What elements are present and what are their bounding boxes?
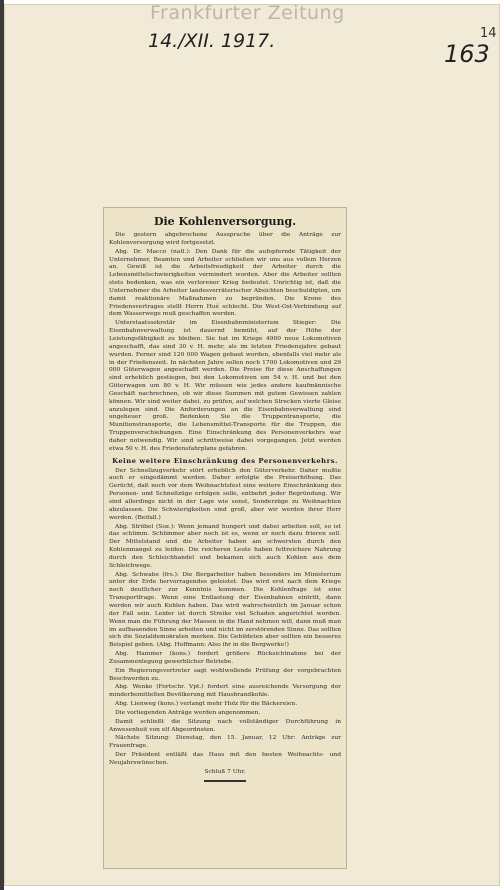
article-paragraph: Abg. Ströbel (Soz.): Wenn jemand hungert und dabei arbeiten soll, so ist das schlimm. Schlimmer aber noch ist es, wenn er noch dazu frieren soll. Der Mittelstand und die Arbeiter haben am schwersten durch den Kohlenmangel zu leiden. Die reicheren Leute haben fettreichere Nahrung durch den Schleichhandel und bekamen sich auch Kohlen aus dem Schleichwege. (109, 523, 341, 569)
handwritten-date: 14./XII. 1917. (148, 30, 276, 52)
article-paragraph: Nächste Sitzung: Dienstag, den 15. Januar, 12 Uhr: Anträge zur Frauenfrage. (109, 735, 341, 750)
article-title: Die Kohlenversorgung. (153, 215, 297, 228)
article-paragraph: Die vorliegenden Anträge werden angenommen. (115, 709, 261, 716)
article-paragraph: Unterstaatssekretär im Eisenbahnministerium Stieger: Die Eisenbahnverwaltung ist dauernd bemüht, auf der Höhe der Leistungsfähigkeit zu bleiben. Sie hat im Kriege 4900 neue Lokomotiven angeschafft, das sind 30 v. H. mehr, als im letzten Friedensjahre gebaut wurden. Ferner sind 120 000 Wagen gebaut worden, ebenfalls viel mehr als in der Friedenszeit. In nächsten Jahre sollen noch 1700 Lokomotiven und 29 000 Güterwagen angeschafft werden. Die Preise für diese Anschaffungen sind erheblich gestiegen, bei den Lokomotiven um 54 v. H. und bei den Güterwagen um 80 v. H. Wir müssen wie jedes andere kaufmännische Geschäft nachrechnen, ob wir diese Summen mit gutem Gewissen zahlen können. Wir sind weiter dabei, zu prüfen, auf welchen Strecken vierte Gleise anzulegen sind. Die Anforderungen an die Eisenbahnverwaltung sind ungeheuer groß. Bedenken Sie die Truppentransporte, die Munitionstransporte, die Lebensmittel-Transporte für die Truppen, die Truppenverschiebungen. Eine Einschränkung des Personenverkehrs war daher notwendig. Wir sind schrittweise dabei vorgegangen. Jetzt werden etwa 50 v. H. des Friedensfahrplans gefahren. (109, 320, 341, 452)
article-closing: Schluß 7 Uhr. (204, 768, 246, 775)
newspaper-stamp: Frankfurter Zeitung (150, 2, 345, 24)
page-number: 163 (444, 40, 490, 68)
article-paragraph: Abg. Schwabe (frs.): Die Bergarbeiter haben besonders im Ministerium unter der Erde hervorragendes geleistet. Das wird erst nach dem Kriege noch deutlicher zur Kenntnis kommen. Die Kohlenfrage ist eine Transportfrage. Wenn eine Entlastung der Eisenbahnen eintritt, dann werden wir auch Kohlen haben. Das wird wahrscheinlich im Januar schon der Fall sein. Leider ist durch Streike viel Schaden angerichtet worden. Wenn man die Führung der Massen in die Hand nehmen will, dann muß man im aufbauenden Sinne arbeiten und nicht im zerstörenden Sinne. Das sollten sich die Sozialdemokraten merken. Die Gebildeten aber sollten ein besseres Beispiel geben. (Abg. Hoffmann: Also ihr in die Bergwerke!) (109, 571, 341, 649)
article-paragraph: Der Präsident entläßt das Haus mit den besten Weihnachts- und Neujahrswünschen. (109, 752, 341, 766)
article-paragraph: Ein Regierungsvertreter sagt wohlwollende Prüfung der vorgebrachten Beschwerden zu. (109, 667, 341, 682)
article-paragraph: Abg. Hammer (kons.) fordert größere Rücksichtnahme bei der Zusammenlegung gewerblicher Betriebe. (109, 651, 341, 665)
marginal-number: 14 (480, 26, 497, 41)
newspaper-clipping (103, 207, 347, 869)
article-paragraph: Abg. Dr. Macco (natl.): Den Dank für die aufopfernde Tätigkeit der Unternehmer, Beamten und Arbeiter schließen wir uns aus vollem Herzen an. Gewiß ist die Arbeitsfreudigkeit der Arbeiter durch die Lebensmittelschwierigkeiten vermindert worden. Aber die Arbeiter sollten stets bedenken, was ein verlorener Krieg bedeutet. Unrichtig ist, daß die Unternehmer die Arbeiter landesverräterischer Absichten beschuldigten, um damit reaktionäre Maßnahmen zu begründen. Die Krone des Friedensvertrages stellt Herrn Hué schlecht. Die West-Ost-Verbindung auf dem Wasserwege muß geschaffen werden. (109, 248, 341, 318)
article-subheading: Keine weitere Einschränkung des Personenverkehrs. (112, 456, 338, 465)
article-paragraph: Abg. Wenke (Fortschr. Vpt.) fordert eine ausreichende Versorgung der minderbemittelten Bevölkerung mit Hausbrandkohle. (109, 684, 341, 699)
closing-rule (204, 780, 246, 782)
article-paragraph: Der Schnellzugverkehr stört erheblich den Güterverkehr. Daher mußte auch er eingedämmt werden. Daher erfolgte die Preiserhöhung. Das Gerücht, daß noch vor dem Weihnachtsfest eine weitere Einschränkung des Personen- und Schnellzüge erfolgen solle, entbehrt jeder Begründung. Wir sind allerdings nicht in der Lage wie sonst, Sonderzüge zu Weihnachten abzulassen. Die Schwierigkeiten sind groß, aber wir werden ihrer Herr werden. (Beifall.) (109, 467, 341, 521)
article-paragraph: Damit schließt die Sitzung nach vollständiger Durchführung in Anwesenheit von elf Abgeordneten. (109, 718, 341, 733)
article-paragraph: Abg. Lienweg (kons.) verlangt mehr Holz für die Bäckereien. (115, 701, 298, 708)
article-paragraph: Die gestern abgebrochene Aussprache über die Anträge zur Kohlenversorgung wird fortgesetzt. (109, 232, 341, 246)
